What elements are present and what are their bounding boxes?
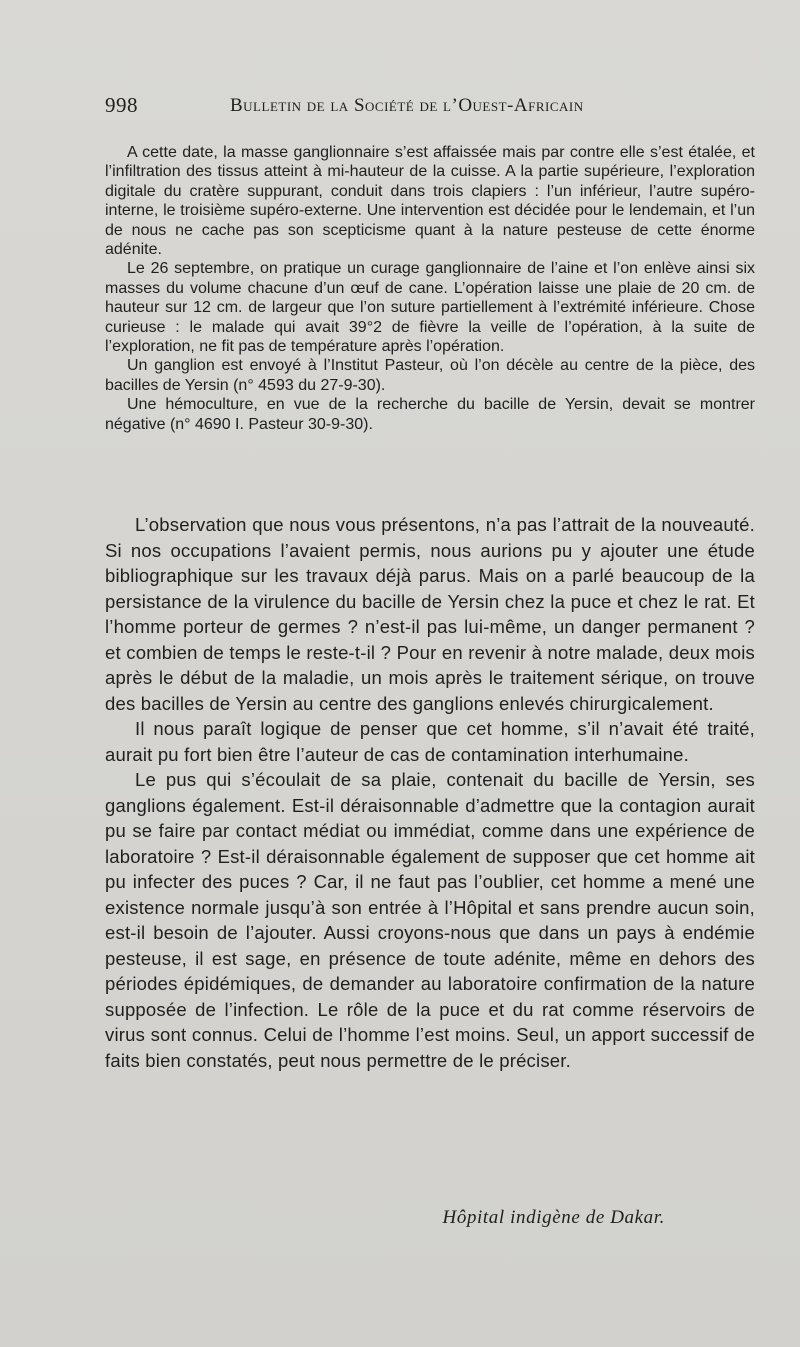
paragraph: Une hémoculture, en vue de la recherche du bacille de Yersin, devait se montrer négative (n° 4690 I. Pasteur 30-9-30).	[105, 396, 755, 433]
paragraph: Il nous paraît logique de penser que cet homme, s’il n’avait été traité, aurait pu fort bien être l’auteur de cas de contamination interhumaine.	[105, 718, 755, 765]
paragraph: L’observation que nous vous présentons, n’a pas l’attrait de la nouveauté. Si nos occupations l’avaient permis, nous aurions pu y ajouter une étude bibliographique sur les travaux déjà parus. Mais on a parlé beaucoup de la persistance de la virulence du bacille de Yersin chez la puce et chez le rat. Et l’homme porteur de germes ? n’est-il pas lui-même, un danger permanent ? et combien de temps le reste-t-il ? Pour en revenir à notre malade, deux mois après le début de la maladie, un mois après le traitement sérique, on trouve des bacilles de Yersin au centre des ganglions enlevés chirurgicalement.	[105, 514, 755, 714]
paragraph: A cette date, la masse ganglionnaire s’est affaissée mais par contre elle s’est étalée, et l’infiltration des tissus atteint à mi-hauteur de la cuisse. A la partie supérieure, l’exploration digitale du cratère suppurant, conduit dans trois clapiers : l’un inférieur, l’autre supéro-interne, le troisième supéro-externe. Une intervention est décidée pour le lendemain, et l’un de nous ne cache pas son scepticisme quant à la nature pesteuse de cette énorme adénite.	[105, 144, 755, 259]
paragraph: Le 26 septembre, on pratique un curage ganglionnaire de l’aine et l’on enlève ainsi six masses du volume chacune d’un œuf de cane. L’opération laisse une plaie de 20 cm. de hauteur sur 12 cm. de largeur que l’on suture partiellement à l’extrémité inférieure. Chose curieuse : le malade qui avait 39°2 de fièvre la veille de l’opération, à la suite de l’exploration, ne fit pas de température après l’opération.	[105, 260, 755, 356]
discussion-section	[105, 512, 755, 1073]
signature-location: Hôpital indigène de Dakar.	[442, 1207, 665, 1228]
running-title: Bulletin de la Société de l’Ouest-Africain	[230, 95, 584, 116]
paragraph: Le pus qui s’écoulait de sa plaie, contenait du bacille de Yersin, ses ganglions également. Est-il déraisonnable d’admettre que la contagion aurait pu se faire par contact médiat ou immédiat, comme dans une expérience de laboratoire ? Est-il déraisonnable également de supposer que cet homme ait pu infecter des puces ? Car, il ne faut pas l’oublier, cet homme a mené une existence normale jusqu’à son entrée à l’Hôpital et sans prendre aucun soin, est-il besoin de l’ajouter. Aussi croyons-nous que dans un pays à endémie pesteuse, il est sage, en présence de toute adénite, même en dehors des périodes épidémiques, de demander au laboratoire confirmation de la nature supposée de l’infection. Le rôle de la puce et du rat comme réservoirs de virus sont connus. Celui de l’homme l’est moins. Seul, un apport successif de faits bien constatés, peut nous permettre de le préciser.	[105, 769, 755, 1071]
case-report-section	[105, 143, 755, 434]
page-number: 998	[105, 93, 138, 117]
paragraph: Un ganglion est envoyé à l’Institut Pasteur, où l’on décèle au centre de la pièce, des bacilles de Yersin (n° 4593 du 27-9-30).	[105, 357, 755, 394]
